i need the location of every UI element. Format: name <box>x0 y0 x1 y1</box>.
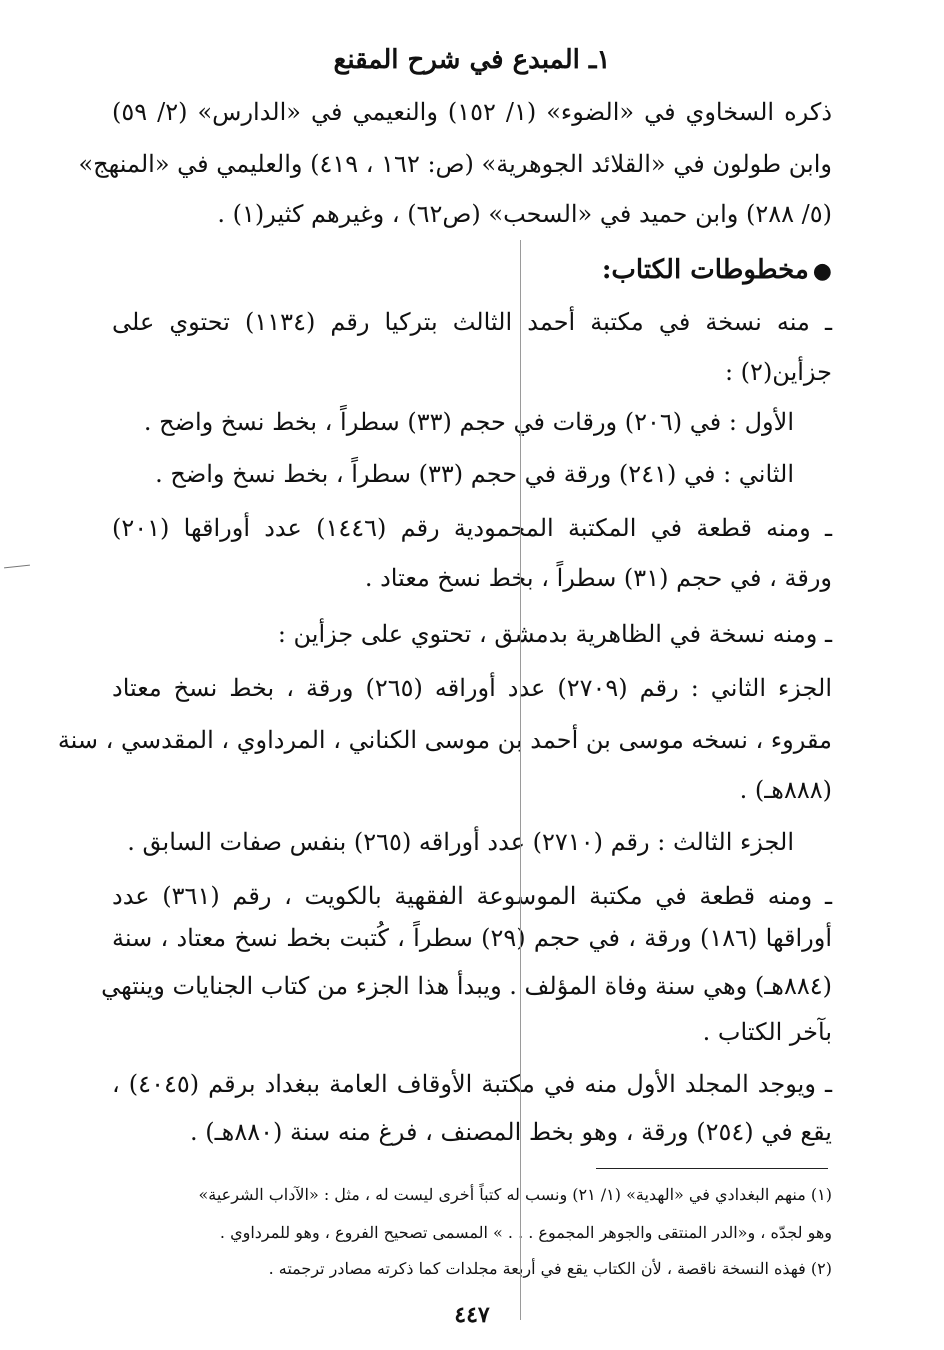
intro-line-1: ذكره السخاوي في «الضوء» (١/ ١٥٢) والنعيمي في «الدارس» (٢/ ٥٩) <box>112 98 833 126</box>
body-line-10: (٨٨٨هـ) . <box>739 776 832 804</box>
page-number: ٤٤٧ <box>454 1302 490 1328</box>
body-line-8: الجزء الثاني : رقم (٢٧٠٩) عدد أوراقه (٢٦٥) ورقة ، بخط نسخ معتاد <box>112 674 833 702</box>
page-heading: ١ـ المبدع في شرح المقنع <box>333 45 611 75</box>
footnote-line-1: (١) منهم البغدادي في «الهدية» (١/ ٢١) ونسب له كتباً أخرى ليست له ، مثل : «الآداب الشرعية» <box>198 1185 832 1204</box>
body-line-7: ـ ومنه نسخة في الظاهرية بدمشق ، تحتوي على جزأين : <box>277 620 832 648</box>
scan-fold-line <box>520 240 521 1320</box>
manuscripts-heading <box>112 246 832 295</box>
body-line-9: مقروء ، نسخه موسى بن أحمد بن موسى الكناني ، المرداوي ، المقدسي ، سنة <box>57 726 832 754</box>
body-line-16: ـ ويوجد المجلد الأول منه في مكتبة الأوقاف العامة ببغداد برقم (٤٠٤٥) ، <box>112 1070 832 1098</box>
manuscripts-heading-label: مخطوطات الكتاب: <box>601 255 809 285</box>
bullet-icon: ● <box>812 258 832 284</box>
footnote-separator <box>596 1168 828 1169</box>
body-line-17: يقع في (٢٥٤) ورقة ، وهو بخط المصنف ، فرغ منه سنة (٨٨٠هـ) . <box>190 1118 832 1146</box>
body-line-6: ورقة ، في حجم (٣١) سطراً ، بخط نسخ معتاد . <box>364 564 832 592</box>
body-line-12: ـ ومنه قطعة في مكتبة الموسوعة الفقهية بالكويت ، رقم (٣٦١) عدد <box>112 882 832 910</box>
footnote-line-2: وهو لجدّه ، و«الدر المنتقى والجوهر المجموع . . . » المسمى تصحيح الفروع ، وهو للمرداوي . <box>219 1223 832 1242</box>
intro-line-3: (٥/ ٢٨٨) وابن حميد في «السحب» (ص٦٢) ، وغيرهم كثير(١) . <box>217 200 832 228</box>
body-line-5: ـ ومنه قطعة في المكتبة المحمودية رقم (١٤٤٦) عدد أوراقها (٢٠١) <box>112 514 832 542</box>
scan-edge-mark <box>4 565 30 569</box>
body-line-4: الثاني : في (٢٤١) ورقة في حجم (٣٣) سطراً ، بخط نسخ واضح . <box>155 460 794 488</box>
body-line-14: (٨٨٤هـ) وهي سنة وفاة المؤلف . ويبدأ هذا الجزء من كتاب الجنايات وينتهي <box>101 972 832 1000</box>
body-line-15: بآخر الكتاب . <box>702 1018 832 1046</box>
intro-line-2: وابن طولون في «القلائد الجوهرية» (ص: ١٦٢ ، ٤١٩) والعليمي في «المنهج» <box>78 150 832 178</box>
body-line-2: جزأين(٢) : <box>724 358 832 386</box>
footnote-line-3: (٢) فهذه النسخة ناقصة ، لأن الكتاب يقع في أربعة مجلدات كما ذكرته مصادر ترجمته . <box>268 1259 832 1278</box>
body-line-11: الجزء الثالث : رقم (٢٧١٠) عدد أوراقه (٢٦٥) بنفس صفات السابق . <box>127 828 794 856</box>
body-line-13: أوراقها (١٨٦) ورقة ، في حجم (٢٩) سطراً ، كُتبت بخط نسخ معتاد ، سنة <box>112 924 832 952</box>
body-line-3: الأول : في (٢٠٦) ورقات في حجم (٣٣) سطراً ، بخط نسخ واضح . <box>143 408 794 436</box>
body-line-1: ـ منه نسخة في مكتبة أحمد الثالث بتركيا رقم (١١٣٤) تحتوي على <box>112 308 832 336</box>
